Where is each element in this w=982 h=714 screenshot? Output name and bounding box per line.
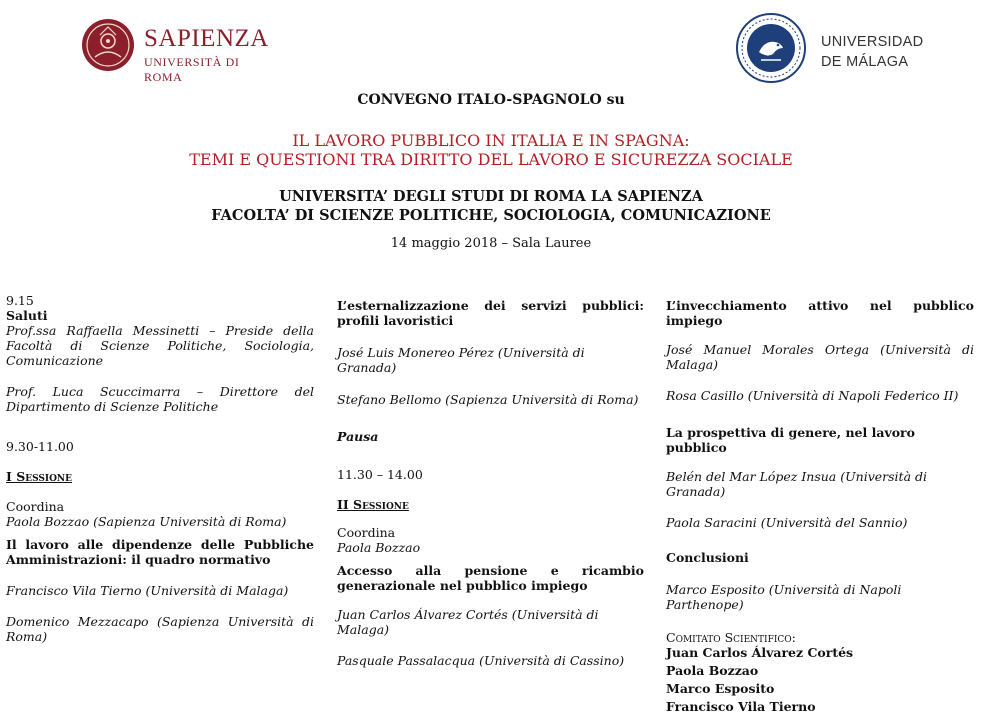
coordina-label: Coordina [337, 525, 396, 540]
program-column-3 [666, 298, 974, 714]
speaker: Stefano Bellomo (Sapienza Università di Roma) [337, 392, 639, 407]
time-slot: 11.30 – 14.00 [337, 467, 423, 482]
malaga-seal-icon [735, 12, 807, 84]
speaker: Prof.ssa Raffaella Messinetti – Preside della Facoltà di Scienze Politiche, Sociologia, Comunicazione [6, 323, 314, 368]
host-institution [0, 187, 982, 225]
talk-title: La prospettiva di genere, nel lavoro pubblico [666, 425, 915, 455]
speaker: Rosa Casillo (Università di Napoli Federico II) [666, 388, 959, 403]
session-label: II Sessione [337, 497, 409, 512]
event-date: 14 maggio 2018 – Sala Lauree [390, 236, 592, 251]
time-slot: 9.15 [6, 293, 34, 308]
sapienza-name: SAPIENZA [144, 25, 269, 52]
talk-title: Il lavoro alle dipendenze delle Pubbliche Amministrazioni: il quadro normativo [6, 537, 314, 567]
speaker: José Manuel Morales Ortega (Università di Malaga) [666, 342, 974, 372]
malaga-name [821, 32, 923, 72]
chair: Paola Bozzao (Sapienza Università di Roma) [6, 514, 287, 529]
committee-member: Paola Bozzao [666, 663, 759, 678]
committee-list [666, 645, 974, 714]
break-label: Pausa [337, 429, 379, 444]
program-column-2 [337, 298, 644, 668]
university-name: UNIVERSITA’ DEGLI STUDI DI ROMA LA SAPIENZA [279, 188, 703, 205]
talk-title: L’invecchiamento attivo nel pubblico impiego [666, 298, 974, 328]
section-heading: Conclusioni [666, 550, 749, 565]
talk-title: Accesso alla pensione e ricambio generazionale nel pubblico impiego [337, 563, 644, 593]
sapienza-logo [80, 15, 280, 84]
chair: Paola Bozzao [337, 540, 421, 555]
speaker: Juan Carlos Álvarez Cortés (Università di Malaga) [337, 607, 599, 637]
conference-title-line1: IL LAVORO PUBBLICO IN ITALIA E IN SPAGNA: [292, 131, 690, 150]
speaker: Paola Saracini (Università del Sannio) [666, 515, 908, 530]
committee-member: Marco Esposito [666, 681, 775, 696]
speaker: Marco Esposito (Università di Napoli Parthenope) [666, 582, 902, 612]
section-heading: Saluti [6, 308, 48, 323]
conference-title-line2: TEMI E QUESTIONI TRA DIRITTO DEL LAVORO E SICUREZZA SOCIALE [189, 150, 793, 169]
speaker: Domenico Mezzacapo (Sapienza Università di Roma) [6, 614, 314, 644]
conference-title [0, 131, 982, 169]
speaker: Pasquale Passalacqua (Università di Cassino) [337, 653, 625, 668]
session-label: I Sessione [6, 469, 73, 484]
committee-member: Juan Carlos Álvarez Cortés [666, 645, 854, 660]
committee-member: Francisco Vila Tierno [666, 699, 816, 714]
malaga-name-line2: DE MÁLAGA [821, 54, 909, 70]
coordina-label: Coordina [6, 499, 65, 514]
malaga-name-line1: UNIVERSIDAD [821, 34, 924, 50]
speaker: Prof. Luca Scuccimarra – Direttore del Dipartimento di Scienze Politiche [6, 384, 314, 414]
speaker: Francisco Vila Tierno (Università di Malaga) [6, 583, 289, 598]
malaga-logo [735, 12, 935, 82]
speaker: Belén del Mar López Insua (Università di Granada) [666, 469, 927, 499]
talk-title: L’esternalizzazione dei servizi pubblici: profili lavoristici [337, 298, 644, 328]
time-slot: 9.30-11.00 [6, 439, 74, 454]
convegno-heading: CONVEGNO ITALO-SPAGNOLO su [357, 92, 625, 108]
sapienza-subtitle: UNIVERSITÀ DI ROMA [144, 55, 240, 84]
program-column-1 [6, 293, 314, 644]
committee-heading: Comitato Scientifico: [666, 630, 796, 645]
sapienza-seal-icon [80, 17, 136, 73]
faculty-name: FACOLTA’ DI SCIENZE POLITICHE, SOCIOLOGIA, COMUNICAZIONE [211, 207, 771, 224]
speaker: José Luis Monereo Pérez (Università di Granada) [337, 345, 585, 375]
